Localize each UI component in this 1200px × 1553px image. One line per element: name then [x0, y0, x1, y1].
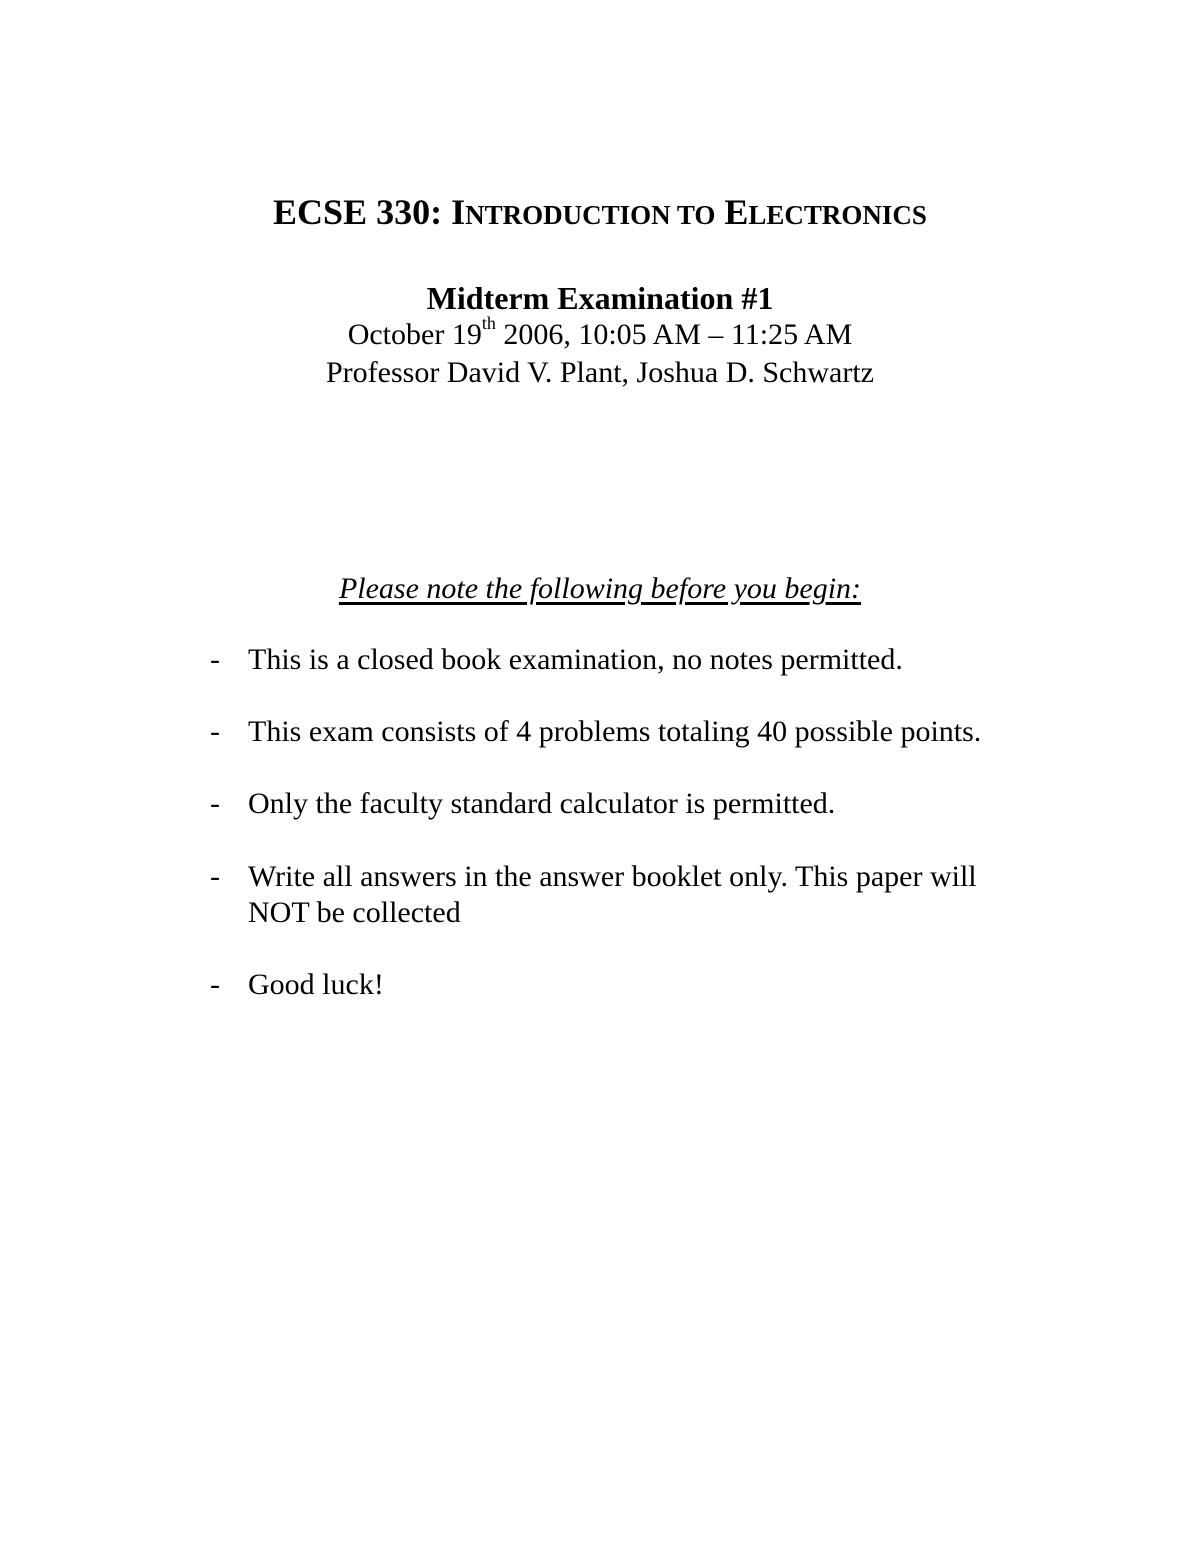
course-code: ECSE 330: — [273, 192, 443, 232]
date-time: 2006, 10:05 AM – 11:25 AM — [495, 318, 853, 351]
notes-heading — [0, 570, 1200, 608]
exam-title: Midterm Examination #1 — [426, 280, 774, 316]
notes-heading-text: Please note the following before you begin: — [338, 572, 862, 605]
list-item-text-continued: NOT be collected — [248, 896, 461, 929]
title-initial-1: I — [451, 192, 466, 232]
date-ordinal: th — [481, 313, 496, 333]
date-prefix: October 19 — [347, 318, 482, 351]
title-rest-1: NTRODUCTION TO — [465, 200, 716, 230]
title-initial-2: E — [724, 192, 749, 232]
course-title — [0, 190, 1200, 237]
list-item-text: This exam consists of 4 problems totaling 40 possible points. — [248, 715, 982, 748]
bullet-dash: - — [210, 715, 220, 748]
bullet-dash: - — [210, 643, 220, 676]
title-rest-2: LECTRONICS — [748, 200, 927, 230]
list-item-text: This is a closed book examination, no notes permitted. — [248, 643, 903, 676]
list-item-text: Write all answers in the answer booklet only. This paper will — [248, 860, 977, 893]
exam-date — [0, 313, 1200, 354]
bullet-dash: - — [210, 787, 220, 820]
list-item-text: Good luck! — [248, 968, 384, 1001]
list-item-text: Only the faculty standard calculator is permitted. — [248, 787, 836, 820]
bullet-dash: - — [210, 968, 220, 1001]
instructors: Professor David V. Plant, Joshua D. Schwartz — [325, 356, 874, 389]
bullet-dash: - — [210, 860, 220, 893]
